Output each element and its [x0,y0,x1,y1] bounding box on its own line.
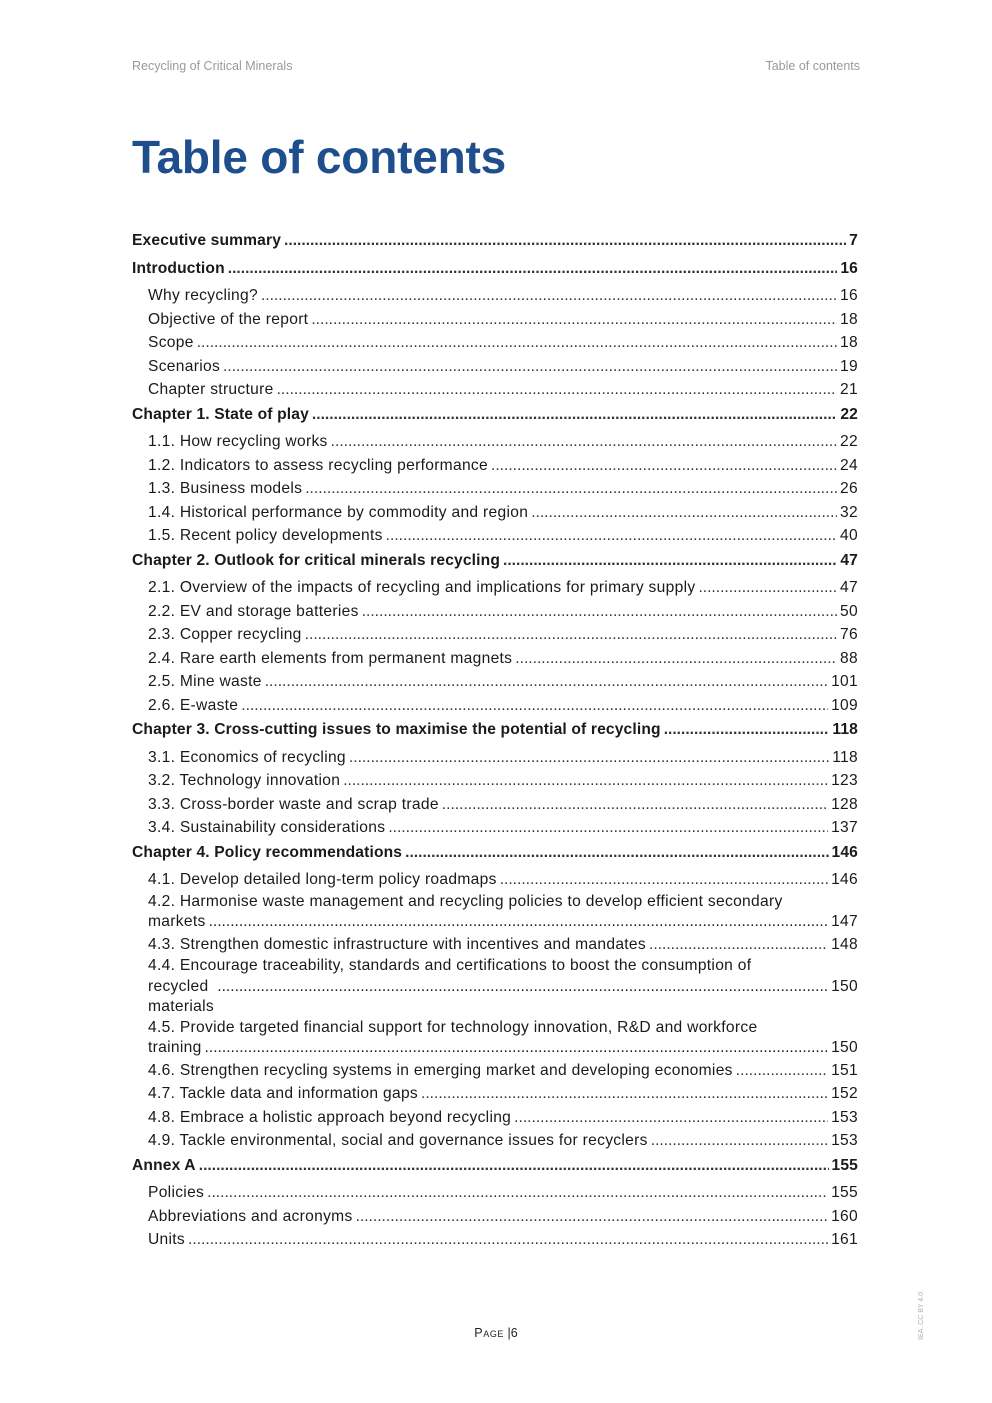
dot-leader [388,816,828,840]
toc-entry-title: Chapter 1. State of play [132,405,309,423]
toc-entry-title: 2.2. EV and storage batteries [148,602,359,620]
dot-leader [305,623,837,647]
toc-entry[interactable] [132,454,858,478]
dot-leader [356,1205,829,1229]
dot-leader [362,600,837,624]
toc-entry-title: Scope [148,334,194,351]
toc-entry-title-line1: 4.5. Provide targeted financial support for technology innovation, R&D and workforce [148,1018,758,1036]
dot-leader [228,257,838,281]
toc-entry-title: Introduction [132,259,225,277]
toc-entry[interactable] [132,1205,858,1229]
dot-leader [349,746,829,770]
dot-leader [386,524,837,548]
toc-entry[interactable] [132,308,858,332]
toc-entry-title: Scenarios [148,357,221,375]
dot-leader [651,1129,828,1153]
toc-entry-page: 32 [840,503,858,521]
toc-entry-title: Executive summary [132,232,282,249]
toc-entry-page: 109 [831,696,858,714]
dot-leader [277,378,837,402]
toc-chapter-entry[interactable] [132,549,858,573]
page-number: 6 [510,1326,518,1340]
dot-leader [284,229,846,253]
toc-entry-title: 1.1. How recycling works [148,433,328,450]
toc-entry[interactable] [132,1228,858,1252]
dot-leader [515,647,837,671]
toc-entry[interactable] [132,284,858,308]
toc-chapter-entry[interactable] [132,1154,858,1178]
toc-chapter-entry[interactable] [132,403,858,427]
table-of-contents [132,229,858,1252]
toc-entry-title: 2.5. Mine waste [148,673,262,690]
dot-leader [531,501,837,525]
toc-entry-title: 2.1. Overview of the impacts of recycling and implications for primary supply [148,579,696,596]
toc-entry-title: 4.6. Strengthen recycling systems in emerging market and developing economies [148,1061,733,1079]
toc-entry-page: 123 [831,772,858,789]
dot-leader [217,977,828,998]
dot-leader [209,912,829,933]
toc-entry-page: 7 [849,232,858,249]
dot-leader [265,670,828,694]
dot-leader [491,454,837,478]
toc-entry[interactable] [132,670,858,694]
dot-leader [241,694,828,718]
toc-entry-page: 148 [831,935,858,953]
page-separator: | [507,1326,511,1340]
dot-leader [223,355,837,379]
toc-entry-title-line2: recycled materials [148,977,214,1015]
page-title: Table of contents [132,131,506,183]
dot-leader [305,477,837,501]
toc-entry[interactable] [132,524,858,548]
toc-entry-page: 26 [840,480,858,497]
toc-entry[interactable] [132,501,858,525]
toc-entry-title-line1: 4.2. Harmonise waste management and recycling policies to develop efficient secondary [148,892,783,910]
toc-entry-title: 4.8. Embrace a holistic approach beyond recycling [148,1108,512,1126]
toc-entry-title: 3.1. Economics of recycling [148,748,346,766]
toc-entry[interactable] [132,647,858,671]
dot-leader [503,549,837,573]
toc-entry-title: 4.7. Tackle data and information gaps [148,1085,419,1102]
toc-entry-page: 76 [840,626,858,643]
toc-entry-title: Chapter 3. Cross-cutting issues to maximise the potential of recycling [132,721,661,738]
toc-entry-title: 2.6. E-waste [148,696,239,714]
license-note: IEA. CC BY 4.0. [918,1289,925,1340]
dot-leader [331,430,837,454]
toc-entry[interactable] [132,816,858,840]
toc-entry-title: 2.3. Copper recycling [148,626,302,643]
toc-entry-page: 137 [831,819,858,836]
toc-entry-page: 153 [831,1108,858,1126]
toc-entry[interactable] [132,600,858,624]
toc-entry-title: 2.4. Rare earth elements from permanent magnets [148,649,513,667]
dot-leader [261,284,837,308]
toc-entry[interactable] [132,1181,858,1205]
toc-entry-title: Annex A [132,1156,196,1174]
dot-leader [442,793,828,817]
toc-entry-title: Policies [148,1184,205,1201]
toc-entry-page: 40 [840,527,858,544]
header-report-title: Recycling of Critical Minerals [132,59,293,73]
toc-entry-page: 18 [840,310,858,328]
dot-leader [514,1106,828,1130]
toc-entry-title: Objective of the report [148,310,309,328]
header-section-title: Table of contents [765,59,860,73]
toc-entry-page: 146 [831,843,858,861]
dot-leader [188,1228,828,1252]
dot-leader [199,1154,829,1178]
toc-entry[interactable] [132,956,858,1018]
toc-entry-page: 150 [831,1039,858,1056]
toc-entry-title: Why recycling? [148,287,258,304]
toc-entry-page: 50 [840,602,858,620]
dot-leader [649,933,828,957]
toc-entry-page: 47 [840,551,858,569]
toc-entry-page: 155 [831,1184,858,1201]
toc-entry[interactable] [132,746,858,770]
toc-entry-page: 146 [831,871,858,888]
toc-entry-page: 21 [840,381,858,398]
toc-entry[interactable] [132,1059,858,1083]
toc-entry-page: 16 [840,259,858,277]
toc-entry-title-line1: 4.4. Encourage traceability, standards and certifications to boost the consumption of [148,957,752,974]
dot-leader [664,718,830,742]
toc-entry-title: Chapter structure [148,381,274,398]
toc-entry-title: 4.9. Tackle environmental, social and governance issues for recyclers [148,1132,648,1149]
toc-entry[interactable] [132,378,858,402]
toc-entry-page: 19 [840,357,858,375]
toc-entry-title: 4.1. Develop detailed long-term policy roadmaps [148,871,497,888]
toc-chapter-entry[interactable] [132,257,858,281]
toc-entry-page: 155 [831,1156,858,1174]
toc-entry-title: 1.3. Business models [148,480,303,497]
toc-entry-page: 160 [831,1207,858,1225]
dot-leader [197,331,837,355]
toc-chapter-entry[interactable] [132,718,858,742]
toc-entry[interactable] [132,694,858,718]
toc-entry[interactable] [132,933,858,957]
dot-leader [312,403,837,427]
toc-entry-title: 3.2. Technology innovation [148,772,341,789]
toc-entry[interactable] [132,576,858,600]
toc-chapter-entry[interactable] [132,229,858,253]
dot-leader [500,868,828,892]
toc-entry-page: 153 [831,1132,858,1149]
toc-entry-page: 88 [840,649,858,667]
toc-entry[interactable] [132,1082,858,1106]
toc-entry[interactable] [132,623,858,647]
toc-entry-title: 1.5. Recent policy developments [148,527,383,544]
toc-entry[interactable] [132,769,858,793]
toc-entry[interactable] [132,793,858,817]
toc-entry[interactable] [132,892,858,933]
toc-entry-page: 147 [831,913,858,930]
dot-leader [698,576,837,600]
toc-entry-page: 118 [832,721,858,738]
toc-entry-page: 101 [831,673,858,690]
toc-entry[interactable] [132,477,858,501]
toc-entry-page: 22 [840,405,858,423]
toc-entry-page: 22 [840,433,858,450]
toc-entry-title: Chapter 2. Outlook for critical minerals recycling [132,551,500,569]
toc-entry-page: 24 [840,456,858,474]
toc-entry[interactable] [132,1018,858,1059]
toc-entry-title: Units [148,1231,186,1248]
dot-leader [311,308,837,332]
toc-entry[interactable] [132,868,858,892]
toc-entry-page: 161 [831,1231,858,1248]
toc-entry-page: 128 [831,795,858,813]
toc-entry-page: 47 [840,579,858,596]
toc-entry[interactable] [132,1129,858,1153]
page-footer [0,1326,992,1340]
toc-entry-title: 3.4. Sustainability considerations [148,819,386,836]
toc-entry[interactable] [132,1106,858,1130]
toc-chapter-entry[interactable] [132,841,858,865]
toc-entry-page: 151 [831,1061,858,1079]
dot-leader [405,841,828,865]
dot-leader [736,1059,828,1083]
toc-entry-page: 152 [831,1085,858,1102]
toc-entry-title-line2: markets [148,913,206,930]
toc-entry-page: 118 [832,748,858,766]
toc-entry[interactable] [132,331,858,355]
toc-entry-page: 16 [840,287,858,304]
toc-entry-title: Abbreviations and acronyms [148,1207,353,1225]
toc-entry-page: 150 [831,977,858,995]
toc-entry-title: Chapter 4. Policy recommendations [132,843,403,861]
toc-entry-title: 3.3. Cross-border waste and scrap trade [148,795,439,813]
toc-entry-title-line2: training [148,1039,202,1056]
toc-entry-title: 1.2. Indicators to assess recycling performance [148,456,488,474]
toc-entry-title: 4.3. Strengthen domestic infrastructure with incentives and mandates [148,935,646,953]
toc-entry[interactable] [132,355,858,379]
dot-leader [421,1082,828,1106]
dot-leader [343,769,828,793]
page-label: Page [474,1326,505,1340]
toc-entry-title: 1.4. Historical performance by commodity and region [148,503,529,521]
dot-leader [207,1181,828,1205]
toc-entry-page: 18 [840,334,858,351]
dot-leader [205,1038,829,1059]
toc-entry[interactable] [132,430,858,454]
